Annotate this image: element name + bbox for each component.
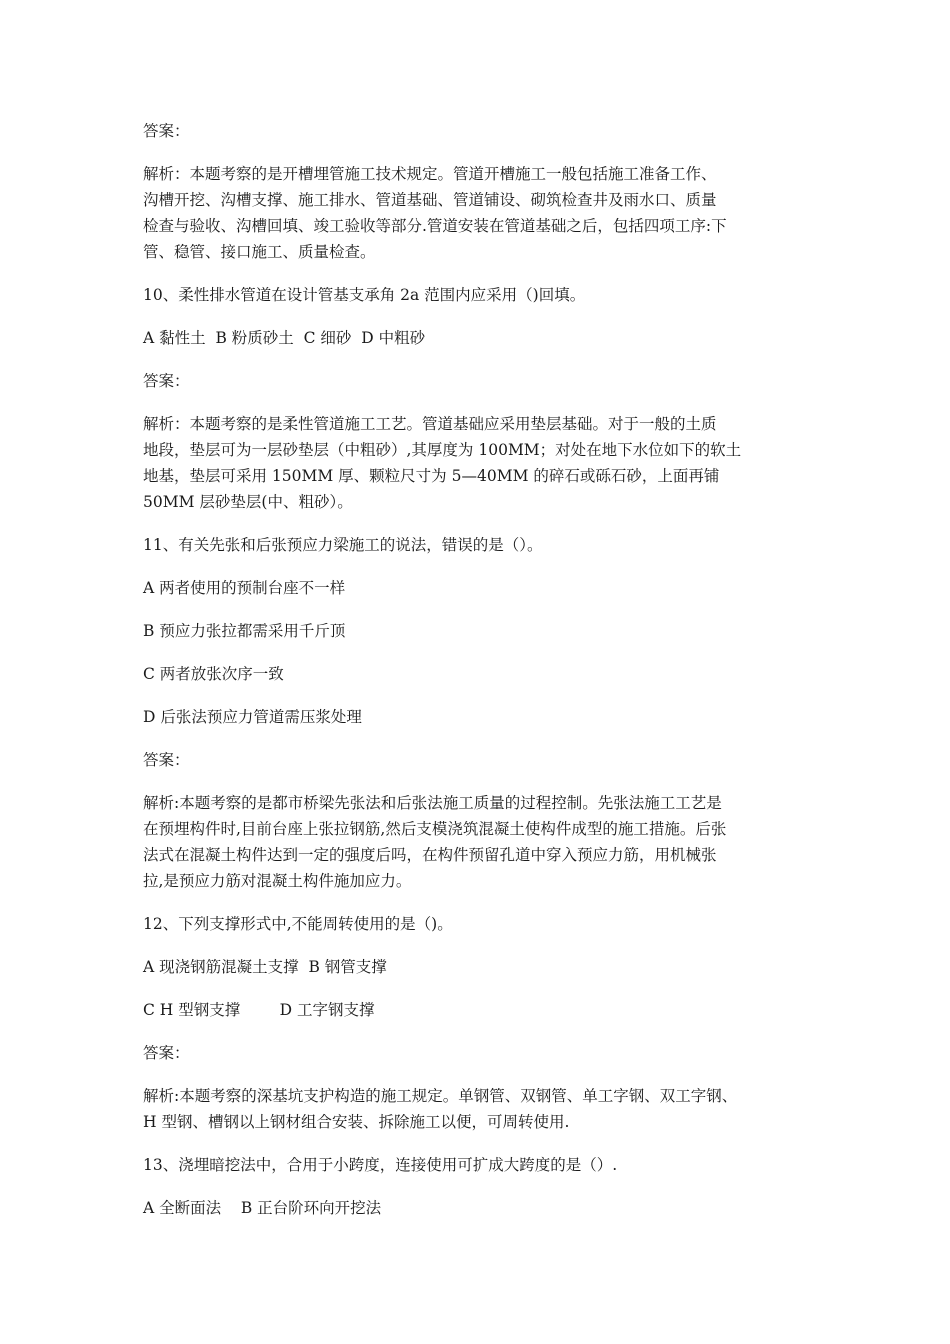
text-line: A 黏性土 B 粉质砂土 C 细砂 D 中粗砂 — [143, 329, 426, 347]
paragraph — [143, 575, 813, 601]
paragraph — [143, 704, 813, 730]
paragraph — [143, 911, 813, 937]
text-line: 法式在混凝土构件达到一定的强度后吗，在构件预留孔道中穿入预应力筋，用机械张 — [143, 846, 717, 864]
paragraph — [143, 1083, 813, 1135]
document-page — [143, 118, 813, 1238]
text-line: 解析:本题考察的是都市桥梁先张法和后张法施工质量的过程控制。先张法施工工艺是 — [143, 794, 722, 812]
paragraph — [143, 325, 813, 351]
paragraph — [143, 282, 813, 308]
text-line: 地段，垫层可为一层砂垫层（中粗砂）,其厚度为 100MM；对处在地下水位如下的软土 — [143, 441, 742, 459]
paragraph — [143, 790, 813, 894]
text-line: 答案： — [143, 1044, 190, 1062]
paragraph — [143, 618, 813, 644]
text-line: B 预应力张拉都需采用千斤顶 — [143, 622, 346, 640]
text-line: 11、有关先张和后张预应力梁施工的说法，错误的是（）。 — [143, 536, 543, 554]
paragraph — [143, 411, 813, 515]
text-line: 12、下列支撑形式中,不能周转使用的是（)。 — [143, 915, 453, 933]
paragraph — [143, 1195, 813, 1221]
text-line: 50MM 层砂垫层(中、粗砂）。 — [143, 493, 353, 511]
paragraph — [143, 747, 813, 773]
paragraph — [143, 161, 813, 265]
text-line: C H 型钢支撑 D 工字钢支撑 — [143, 1001, 375, 1019]
paragraph — [143, 661, 813, 687]
text-line: 10、柔性排水管道在设计管基支承角 2a 范围内应采用（)回填。 — [143, 286, 586, 304]
text-line: 拉,是预应力筋对混凝土构件施加应力。 — [143, 872, 412, 890]
text-line: 检查与验收、沟槽回填、竣工验收等部分.管道安装在管道基础之后，包括四项工序:下 — [143, 217, 727, 235]
text-line: 解析：本题考察的是开槽埋管施工技术规定。管道开槽施工一般包括施工准备工作、 — [143, 165, 717, 183]
text-line: H 型钢、槽钢以上钢材组合安装、拆除施工以便，可周转使用. — [143, 1113, 570, 1131]
text-line: 答案： — [143, 751, 190, 769]
text-line: A 现浇钢筋混凝土支撑 B 钢管支撑 — [143, 958, 387, 976]
paragraph — [143, 118, 813, 144]
paragraph — [143, 1152, 813, 1178]
text-line: A 全断面法 B 正台阶环向开挖法 — [143, 1199, 382, 1217]
paragraph — [143, 532, 813, 558]
paragraph — [143, 997, 813, 1023]
text-line: 解析：本题考察的是柔性管道施工工艺。管道基础应采用垫层基础。对于一般的土质 — [143, 415, 717, 433]
text-line: 答案： — [143, 122, 190, 140]
text-line: 解析:本题考察的深基坑支护构造的施工规定。单钢管、双钢管、单工字钢、双工字钢、 — [143, 1087, 738, 1105]
paragraph — [143, 954, 813, 980]
text-line: 地基，垫层可采用 150MM 厚、颗粒尺寸为 5—40MM 的碎石或砾石砂，上面再铺 — [143, 467, 720, 485]
text-line: 13、浇埋暗挖法中，合用于小跨度，连接使用可扩成大跨度的是（）. — [143, 1156, 618, 1174]
text-line: C 两者放张次序一致 — [143, 665, 284, 683]
text-line: 在预埋构件时,目前台座上张拉钢筋,然后支模浇筑混凝土使构件成型的施工措施。后张 — [143, 820, 727, 838]
paragraph — [143, 1040, 813, 1066]
text-line: D 后张法预应力管道需压浆处理 — [143, 708, 362, 726]
text-line: 沟槽开挖、沟槽支撑、施工排水、管道基础、管道铺设、砌筑检查井及雨水口、质量 — [143, 191, 717, 209]
text-line: 答案： — [143, 372, 190, 390]
paragraph — [143, 368, 813, 394]
text-line: 管、稳管、接口施工、质量检查。 — [143, 243, 376, 261]
text-line: A 两者使用的预制台座不一样 — [143, 579, 346, 597]
